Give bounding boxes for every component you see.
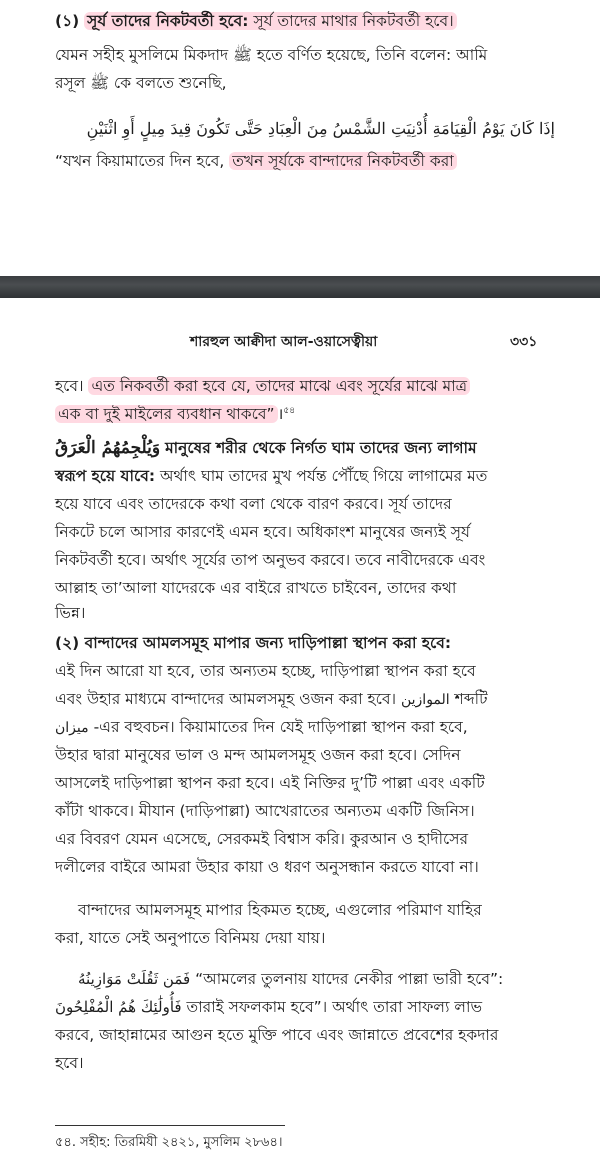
- p5-line-3: করবে, জাহান্নামের আগুন হতে মুক্তি পাবে এবং জান্নাতে প্রবেশের হকদার: [55, 1026, 499, 1044]
- p5-arabic-1: فَمَن ثَقُلَتْ مَوَازِينُهُ: [78, 970, 191, 988]
- p3-line-4: [55, 716, 555, 739]
- p3-line-5: উহার দ্বারা মানুষের ভাল ও মন্দ আমলসমূহ ওজন করা হবে। সেদিন: [55, 746, 461, 764]
- p2-line-1-text: মানুষের শরীর থেকে নির্গত ঘাম তাদের জন্য লাগাম: [165, 439, 477, 457]
- top-heading: সূর্য তাদের নিকটবর্তী হবে:: [87, 12, 249, 30]
- p3-line-3-end: শব্দটি: [454, 690, 488, 708]
- top-line-5-highlight: তখন সূর্যকে বান্দাদের নিকটবর্তী করা: [229, 152, 457, 170]
- footnote: ৫৪. সহীহ: তিরমিযী ২৪২১, মুসলিম ২৮৬৪।: [55, 1135, 283, 1150]
- p1-line-1: [55, 375, 555, 397]
- running-title: শারহুল আক্বীদা আল-ওয়াসেত্বীয়া: [190, 334, 378, 350]
- p5-line-2: [55, 996, 555, 1018]
- top-line-5: [55, 150, 555, 172]
- p2-line-1: [55, 437, 555, 459]
- p3-line-3: [55, 688, 555, 711]
- p5-line-4: হবে।: [55, 1054, 84, 1072]
- top-line-5-start: “যখন কিয়ামাতের দিন হবে,: [55, 152, 225, 170]
- p2-arabic: وَيُلْجِمُهُمُ الْعَرَقُ: [55, 438, 161, 458]
- p3-line-3-text: এবং উহার মাধ্যমে বান্দাদের আমলসমূহ ওজন করা হবে।: [55, 690, 397, 708]
- p5-line-1-text: “আমলের তুলনায় যাদের নেকীর পাল্লা ভারী হবে”:: [195, 970, 504, 988]
- running-head: [0, 330, 600, 352]
- top-line-3: রসূল ﷺ কে বলতে শুনেছি,: [55, 74, 227, 92]
- page-number: ৩৩১: [510, 334, 538, 350]
- p2-line-2: [55, 465, 555, 487]
- p2-line-4: নিকটে চলে আসার কারণেই এমন হবে। অধিকাংশ মানুষের জন্যই সূর্য: [55, 523, 470, 541]
- heading-number: (১): [55, 12, 80, 30]
- p3-line-8: এর বিবরণ যেমন এসেছে, সেরকমই বিশ্বাস করি। কুরআন ও হাদীসের: [55, 830, 469, 848]
- p1-line-2-highlight: এক বা দুই মাইলের ব্যবধান থাকবে”: [55, 405, 278, 423]
- p1-line-2-end: ।: [277, 405, 284, 424]
- footnote-ref: ৫৪: [283, 406, 296, 416]
- p2-line-2-text: অর্থাৎ ঘাম তাদের মুখ পর্যন্ত পৌঁছে গিয়ে লাগামের মত: [159, 467, 488, 485]
- p2-line-5: নিকটবর্তী হবে। অর্থাৎ সূর্যের তাপ অনুভব করবে। তবে নাবীদেরকে এবং: [55, 551, 486, 569]
- p4-line-1: বান্দাদের আমলসমূহ মাপার হিকমত হচ্ছে, এগুলোর পরিমাণ যাহির: [78, 901, 482, 919]
- p3-line-3-arabic: الموازين: [400, 692, 450, 708]
- p2-line-2-bold: স্বরূপ হয়ে যাবে:: [55, 467, 156, 485]
- p5-arabic-2: فَأُولَٰئِكَ هُمُ الْمُفْلِحُونَ: [55, 998, 182, 1016]
- p2-line-6: আল্লাহ তা’আলা যাদেরকে এর বাইরে রাখতে চাইবেন, তাদের কথা: [55, 579, 457, 597]
- p3-line-9: দলীলের বাইরে আমরা উহার কায়া ও ধরণ অনুসন্ধান করতে যাবো না।: [55, 858, 479, 876]
- footnote-divider: [55, 1125, 285, 1126]
- p1-line-2: [55, 400, 555, 425]
- p3-line-2: এই দিন আরো যা হবে, তার অন্যতম হচ্ছে, দাড়িপাল্লা স্থাপন করা হবে: [55, 662, 476, 680]
- p5-line-1: [78, 968, 578, 990]
- top-line-2: যেমন সহীহ মুসলিমে মিকদাদ ﷺ হতে বর্ণিত হয়েছে, তিনি বলেন: আমি: [55, 46, 488, 64]
- p3-line-4-arabic: ميزان: [55, 720, 89, 736]
- page-separator: [0, 276, 600, 298]
- p3-line-6: আসলেই দাড়িপাল্লা স্থাপন করা হবে। এই নিক্তির দু’টি পাল্লা এবং একটি: [55, 774, 485, 792]
- p2-line-7: ভিন্ন।: [55, 604, 86, 622]
- top-heading-rest: সূর্য তাদের মাথার নিকটবর্তী হবে।: [253, 12, 454, 30]
- p3-line-4-text: -এর বহুবচন। কিয়ামাতের দিন যেই দাড়িপাল্লা স্থাপন করা হবে,: [93, 718, 468, 736]
- p3-line-7: কাঁটা থাকবে। মীযান (দাড়িপাল্লা) আখেরাতের অন্যতম একটি জিনিস।: [55, 802, 475, 820]
- top-heading-line: [55, 10, 555, 32]
- p1-line-1-start: হবে।: [55, 377, 84, 395]
- p4-line-2: করা, যাতে সেই অনুপাতে বিনিময় দেয়া যায়।: [55, 929, 326, 947]
- p5-line-2-text: তারাই সফলকাম হবে”। অর্থাৎ তারা সাফল্য লাভ: [186, 998, 482, 1016]
- p3-heading: (২) বান্দাদের আমলসমূহ মাপার জন্য দাড়িপাল্লা স্থাপন করা হবে:: [55, 634, 452, 652]
- p1-line-1-highlight: এত নিকবর্তী করা হবে যে, তাদের মাঝে এবং সূর্যের মাঝে মাত্র: [88, 377, 470, 395]
- top-arabic-hadith: إذَا كَانَ يَوْمُ الْقِيَامَةِ أُدْنِيَتِ الشَّمْسُ مِنَ الْعِبَادِ حَتَّى تَكُونَ قِيدَ مِيلٍ أَوِ اثْنَيْنِ: [86, 119, 555, 138]
- p2-line-3: হয়ে যাবে এবং তাদেরকে কথা বলা থেকে বারণ করবে। সূর্য তাদের: [55, 495, 452, 513]
